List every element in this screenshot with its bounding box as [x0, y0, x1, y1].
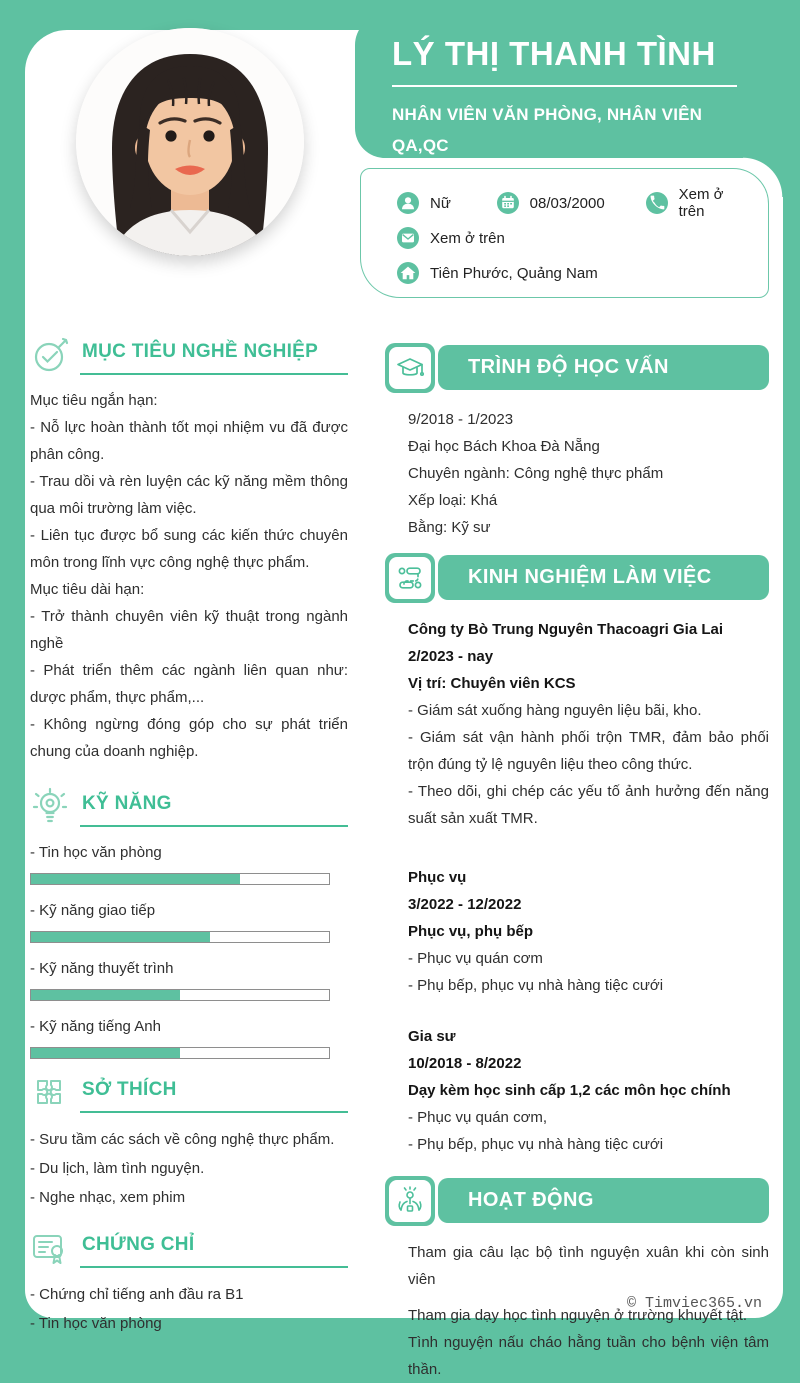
target-icon	[30, 335, 70, 375]
experience-icon-box	[385, 553, 435, 603]
job-detail: - Phục vụ quán cơm	[408, 950, 543, 967]
portrait-illustration	[76, 28, 304, 256]
job-position: Vị trí: Chuyên viên KCS	[408, 675, 576, 692]
watermark-credit: © Timviec365.vn	[626, 1295, 762, 1312]
contact-row-2	[397, 222, 748, 254]
job-position: Dạy kèm học sinh cấp 1,2 các môn học chính	[408, 1082, 731, 1099]
skill-item	[30, 955, 348, 1001]
education-title-pill: TRÌNH ĐỘ HỌC VẤN	[438, 345, 769, 390]
activities-title-pill: HOẠT ĐỘNG	[438, 1178, 769, 1223]
objective-line: - Phát triển thêm các ngành liên quan như: dược phẩm, thực phẩm,...	[30, 662, 348, 706]
skill-label: - Kỹ năng thuyết trình	[30, 960, 174, 977]
activities-icon-inner	[389, 1180, 431, 1222]
phone-value: Xem ở trên	[678, 186, 724, 220]
profile-photo	[76, 28, 304, 256]
objective-line: - Không ngừng đóng góp cho sự phát triển chung của doanh nghiệp.	[30, 716, 348, 760]
experience-section-header	[385, 553, 769, 603]
contact-birthday	[497, 192, 646, 214]
skills-section-header	[30, 787, 348, 827]
experience-body	[408, 616, 769, 1158]
job-period: 2/2023 - nay	[408, 648, 494, 665]
education-line: Xếp loại: Khá	[408, 492, 498, 509]
contact-phone	[646, 186, 748, 220]
skill-label: - Kỹ năng tiếng Anh	[30, 1018, 161, 1035]
hobbies-title: SỞ THÍCH	[82, 1079, 177, 1100]
address-value: Tiên Phước, Quảng Nam	[430, 264, 598, 282]
hobby-line: - Du lịch, làm tình nguyện.	[30, 1160, 205, 1177]
skill-item	[30, 1013, 348, 1059]
certificates-body	[30, 1280, 348, 1338]
skill-label: - Kỹ năng giao tiếp	[30, 902, 156, 919]
certificates-title: CHỨNG CHỈ	[82, 1234, 195, 1255]
objective-body	[30, 387, 348, 765]
skill-bar	[30, 1047, 330, 1059]
graduation-cap-icon	[395, 353, 425, 383]
contact-address	[397, 262, 598, 284]
job-period: 10/2018 - 8/2022	[408, 1055, 522, 1072]
job-company: Công ty Bò Trung Nguyên Thacoagri Gia Lai	[408, 621, 724, 638]
job-entry	[408, 616, 769, 832]
job-position: Phục vụ, phụ bếp	[408, 923, 534, 940]
education-line: 9/2018 - 1/2023	[408, 411, 514, 428]
activity-line: Tình nguyện nấu cháo hằng tuần cho bệnh viện tâm thần.	[408, 1334, 769, 1378]
certificate-line: - Tin học văn phòng	[30, 1315, 162, 1332]
skill-bar	[30, 989, 330, 1001]
activity-line: Tham gia câu lạc bộ tình nguyện xuân khi còn sinh viên	[408, 1244, 769, 1288]
right-column	[385, 343, 769, 1383]
activities-icon-box	[385, 1176, 435, 1226]
contact-row-1	[397, 187, 748, 219]
gender-value: Nữ	[430, 194, 451, 212]
education-icon-inner	[389, 347, 431, 389]
left-column	[30, 335, 348, 1338]
objective-line: Mục tiêu dài hạn:	[30, 581, 145, 598]
skills-title: KỸ NĂNG	[82, 793, 172, 814]
education-icon-box	[385, 343, 435, 393]
skill-label: - Tin học văn phòng	[30, 844, 162, 861]
hobbies-body	[30, 1125, 348, 1212]
mail-icon	[397, 227, 419, 249]
skill-bar	[30, 873, 330, 885]
job-detail: - Theo dõi, ghi chép các yếu tố ảnh hưởng đến năng suất sản xuất TMR.	[408, 783, 769, 827]
hobbies-section-header	[30, 1073, 348, 1113]
job-company: Phục vụ	[408, 869, 467, 886]
person-icon	[397, 192, 419, 214]
skills-body	[30, 839, 348, 1059]
objective-line: - Trau dồi và rèn luyện các kỹ năng mềm thông qua môi trường làm việc.	[30, 473, 348, 517]
phone-icon	[646, 192, 668, 214]
job-period: 3/2022 - 12/2022	[408, 896, 522, 913]
job-detail: - Giám sát xuống hàng nguyên liệu bãi, kho.	[408, 702, 702, 719]
skill-item	[30, 839, 348, 885]
education-section-header	[385, 343, 769, 393]
job-entry	[408, 864, 769, 999]
objective-line: - Trở thành chuyên viên kỹ thuật trong ngành nghề	[30, 608, 348, 652]
skill-bar-fill	[31, 874, 240, 884]
community-icon	[395, 1186, 425, 1216]
skills-title-box	[80, 787, 348, 827]
lightbulb-icon	[30, 787, 70, 827]
candidate-name: LÝ THỊ THANH TÌNH	[392, 35, 716, 72]
contact-row-3	[397, 257, 748, 289]
experience-title-pill: KINH NGHIỆM LÀM VIỆC	[438, 555, 769, 600]
hobbies-title-box	[80, 1073, 348, 1113]
job-title: NHÂN VIÊN VĂN PHÒNG, NHÂN VIÊN QA,QC	[392, 105, 703, 156]
objective-title: MỤC TIÊU NGHỀ NGHIỆP	[82, 341, 319, 362]
objective-line: - Nỗ lực hoàn thành tốt mọi nhiệm vu đã được phân công.	[30, 419, 348, 463]
education-line: Đại học Bách Khoa Đà Nẵng	[408, 438, 600, 455]
job-detail: - Phụ bếp, phục vụ nhà hàng tiệc cưới	[408, 977, 664, 994]
objective-line: - Liên tục được bổ sung các kiến thức chuyên môn trong lĩnh vực công nghệ thực phẩm.	[30, 527, 348, 571]
name-underline	[392, 85, 737, 87]
certificates-title-box	[80, 1228, 348, 1268]
name-banner	[355, 15, 800, 158]
objective-line: Mục tiêu ngắn hạn:	[30, 392, 158, 409]
skill-bar-fill	[31, 1048, 180, 1058]
contact-info-box	[360, 168, 769, 298]
activities-section-header	[385, 1176, 769, 1226]
job-company: Gia sư	[408, 1028, 456, 1045]
job-detail: - Phục vụ quán cơm,	[408, 1109, 548, 1126]
objective-section-header	[30, 335, 348, 375]
home-icon	[397, 262, 419, 284]
hobby-line: - Sưu tầm các sách về công nghệ thực phẩm.	[30, 1131, 335, 1148]
contact-email	[397, 227, 505, 249]
job-detail: - Giám sát vận hành phối trộn TMR, đảm bảo phối trộn đúng tỷ lệ nguyên liệu theo công thức.	[408, 729, 769, 773]
education-line: Bằng: Kỹ sư	[408, 519, 491, 536]
experience-icon-inner	[389, 557, 431, 599]
certificate-line: - Chứng chỉ tiếng anh đầu ra B1	[30, 1286, 244, 1303]
hobby-line: - Nghe nhạc, xem phim	[30, 1189, 186, 1206]
workflow-icon	[395, 563, 425, 593]
education-line: Chuyên ngành: Công nghệ thực phẩm	[408, 465, 664, 482]
job-detail: - Phụ bếp, phục vụ nhà hàng tiệc cưới	[408, 1136, 664, 1153]
certificate-icon	[30, 1228, 70, 1268]
email-value: Xem ở trên	[430, 229, 505, 247]
puzzle-icon	[30, 1073, 70, 1113]
calendar-icon	[497, 192, 519, 214]
objective-title-box	[80, 335, 348, 375]
job-entry	[408, 1023, 769, 1158]
contact-gender	[397, 192, 497, 214]
education-body	[408, 406, 769, 541]
skill-bar-fill	[31, 932, 210, 942]
activity-line: Tham gia dạy học tình nguyện ở trường khuyết tật.	[408, 1307, 748, 1324]
skill-bar-fill	[31, 990, 180, 1000]
skill-bar	[30, 931, 330, 943]
certificates-section-header	[30, 1228, 348, 1268]
skill-item	[30, 897, 348, 943]
birthday-value: 08/03/2000	[529, 194, 605, 212]
